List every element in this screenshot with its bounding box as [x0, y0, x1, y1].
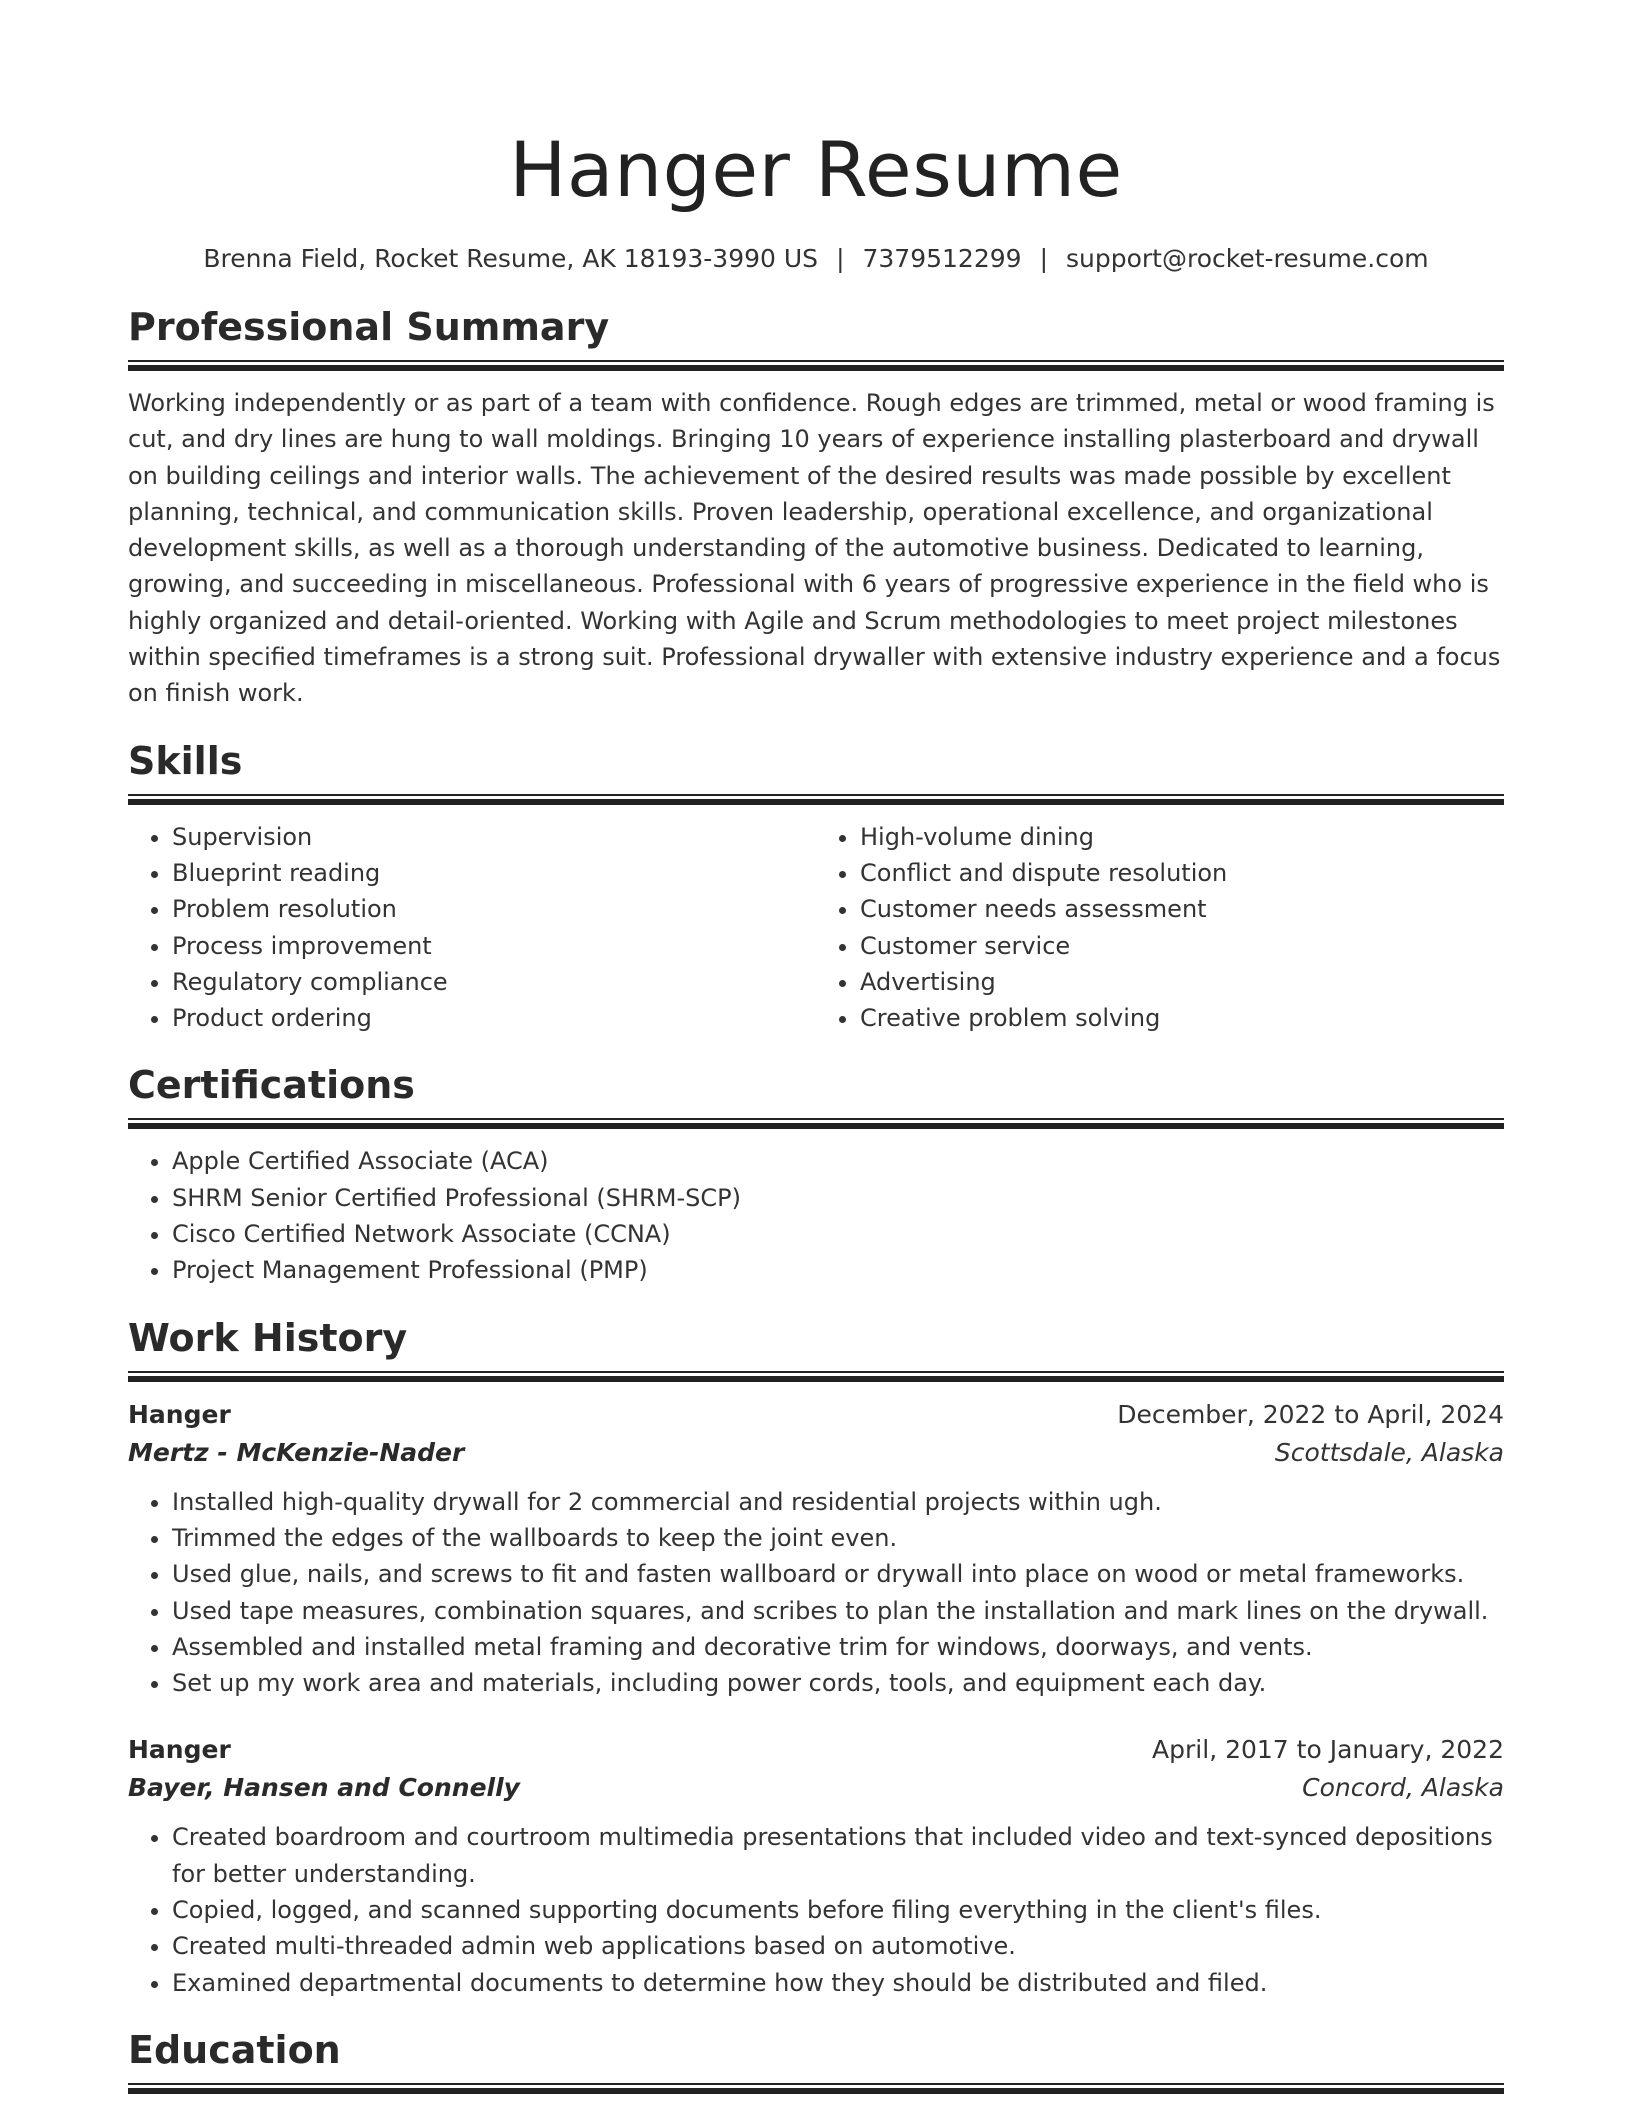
skill-item: • Regulatory compliance	[172, 964, 816, 1000]
resume-title: Hanger Resume	[509, 125, 1123, 214]
job-title: Hanger	[128, 1399, 231, 1429]
skills-list-left	[128, 819, 816, 1037]
section-title-summary: Professional Summary	[128, 305, 610, 349]
job-company: Bayer, Hansen and Connelly	[128, 1773, 520, 1803]
job-entry	[128, 1396, 1504, 1702]
section-title-skills: Skills	[128, 738, 243, 783]
skill-item: • Supervision	[172, 819, 816, 855]
section-divider	[128, 360, 1504, 371]
certifications-section	[128, 1062, 1504, 1288]
contact-separator: |	[1039, 244, 1048, 273]
job-bullet: • Copied, logged, and scanned supporting documents before filing everything in the client's files.	[172, 1892, 1504, 1928]
certification-item: • SHRM Senior Certified Professional (SHRM-SCP)	[172, 1180, 1504, 1216]
job-header-row	[128, 1731, 1504, 1769]
skill-item: • Problem resolution	[172, 891, 816, 927]
certification-item: • Apple Certified Associate (ACA)	[172, 1143, 1504, 1179]
certifications-list	[128, 1143, 1504, 1288]
job-bullet: • Created boardroom and courtroom multimedia presentations that included video and text-synced depositions for better understanding.	[172, 1819, 1504, 1892]
section-title-work-history: Work History	[128, 1315, 408, 1360]
job-location: Concord, Alaska	[1302, 1773, 1504, 1803]
job-bullets	[128, 1819, 1504, 2000]
contact-phone: 7379512299	[862, 244, 1022, 273]
section-divider	[128, 1371, 1504, 1382]
skills-list-right	[816, 819, 1504, 1037]
skills-column-left	[128, 819, 816, 1037]
certification-item: • Cisco Certified Network Associate (CCNA)	[172, 1216, 1504, 1252]
contact-address: Brenna Field, Rocket Resume, AK 18193-3990 US	[203, 244, 819, 273]
job-bullet: • Examined departmental documents to determine how they should be distributed and filed.	[172, 1965, 1504, 2001]
work-history-section	[128, 1315, 1504, 2001]
summary-section	[128, 304, 1504, 712]
skills-section	[128, 738, 1504, 1037]
job-title: Hanger	[128, 1735, 231, 1765]
skill-item: • Product ordering	[172, 1000, 816, 1036]
skills-grid	[128, 819, 1504, 1037]
job-bullet: • Assembled and installed metal framing and decorative trim for windows, doorways, and vents.	[172, 1629, 1504, 1665]
job-bullet: • Installed high-quality drywall for 2 commercial and residential projects within ugh.	[172, 1484, 1504, 1520]
job-header-row	[128, 1396, 1504, 1434]
job-location: Scottsdale, Alaska	[1274, 1437, 1504, 1467]
summary-text: Working independently or as part of a team with confidence. Rough edges are trimmed, metal or wood framing is cut, and dry lines are hung to wall moldings. Bringing 10 years of experience installing plasterboard and drywall on building ceilings and interior walls. The achievement of the desired results was made possible by excellent planning, technical, and communication skills. Proven leadership, operational excellence, and organizational development skills, as well as a thorough understanding of the automotive business. Dedicated to learning, growing, and succeeding in miscellaneous. Professional with 6 years of progressive experience in the field who is highly organized and detail-oriented. Working with Agile and Scrum methodologies to meet project milestones within specified timeframes is a strong suit. Professional drywaller with extensive industry experience and a focus on finish work.	[128, 389, 1501, 708]
job-bullet: • Set up my work area and materials, including power cords, tools, and equipment each day.	[172, 1665, 1504, 1701]
section-title-education: Education	[128, 2027, 341, 2072]
job-dates: December, 2022 to April, 2024	[1117, 1399, 1504, 1429]
job-bullets	[128, 1484, 1504, 1702]
skill-item: • Conflict and dispute resolution	[860, 855, 1504, 891]
contact-email[interactable]: support@rocket-resume.com	[1066, 244, 1429, 273]
job-bullet: • Used glue, nails, and screws to fit and fasten wallboard or drywall into place on wood or metal frameworks.	[172, 1556, 1504, 1592]
section-divider	[128, 1118, 1504, 1129]
job-bullet: • Used tape measures, combination squares, and scribes to plan the installation and mark lines on the drywall.	[172, 1593, 1504, 1629]
contact-separator: |	[836, 244, 845, 273]
job-company-row	[128, 1769, 1504, 1807]
section-title-certifications: Certifications	[128, 1063, 415, 1108]
job-dates: April, 2017 to January, 2022	[1152, 1735, 1504, 1765]
skill-item: • Creative problem solving	[860, 1000, 1504, 1036]
section-divider	[128, 2083, 1504, 2094]
skill-item: • Blueprint reading	[172, 855, 816, 891]
certification-item: • Project Management Professional (PMP)	[172, 1252, 1504, 1288]
job-entry	[128, 1731, 1504, 2000]
contact-line	[128, 242, 1504, 276]
skill-item: • High-volume dining	[860, 819, 1504, 855]
skill-item: • Customer needs assessment	[860, 891, 1504, 927]
skill-item: • Advertising	[860, 964, 1504, 1000]
skills-column-right	[816, 819, 1504, 1037]
section-divider	[128, 794, 1504, 805]
job-bullet: • Trimmed the edges of the wallboards to keep the joint even.	[172, 1520, 1504, 1556]
skill-item: • Customer service	[860, 928, 1504, 964]
job-bullet: • Created multi-threaded admin web applications based on automotive.	[172, 1928, 1504, 1964]
skill-item: • Process improvement	[172, 928, 816, 964]
education-section	[128, 2027, 1504, 2094]
job-company-row	[128, 1434, 1504, 1472]
job-company: Mertz - McKenzie-Nader	[128, 1437, 465, 1467]
